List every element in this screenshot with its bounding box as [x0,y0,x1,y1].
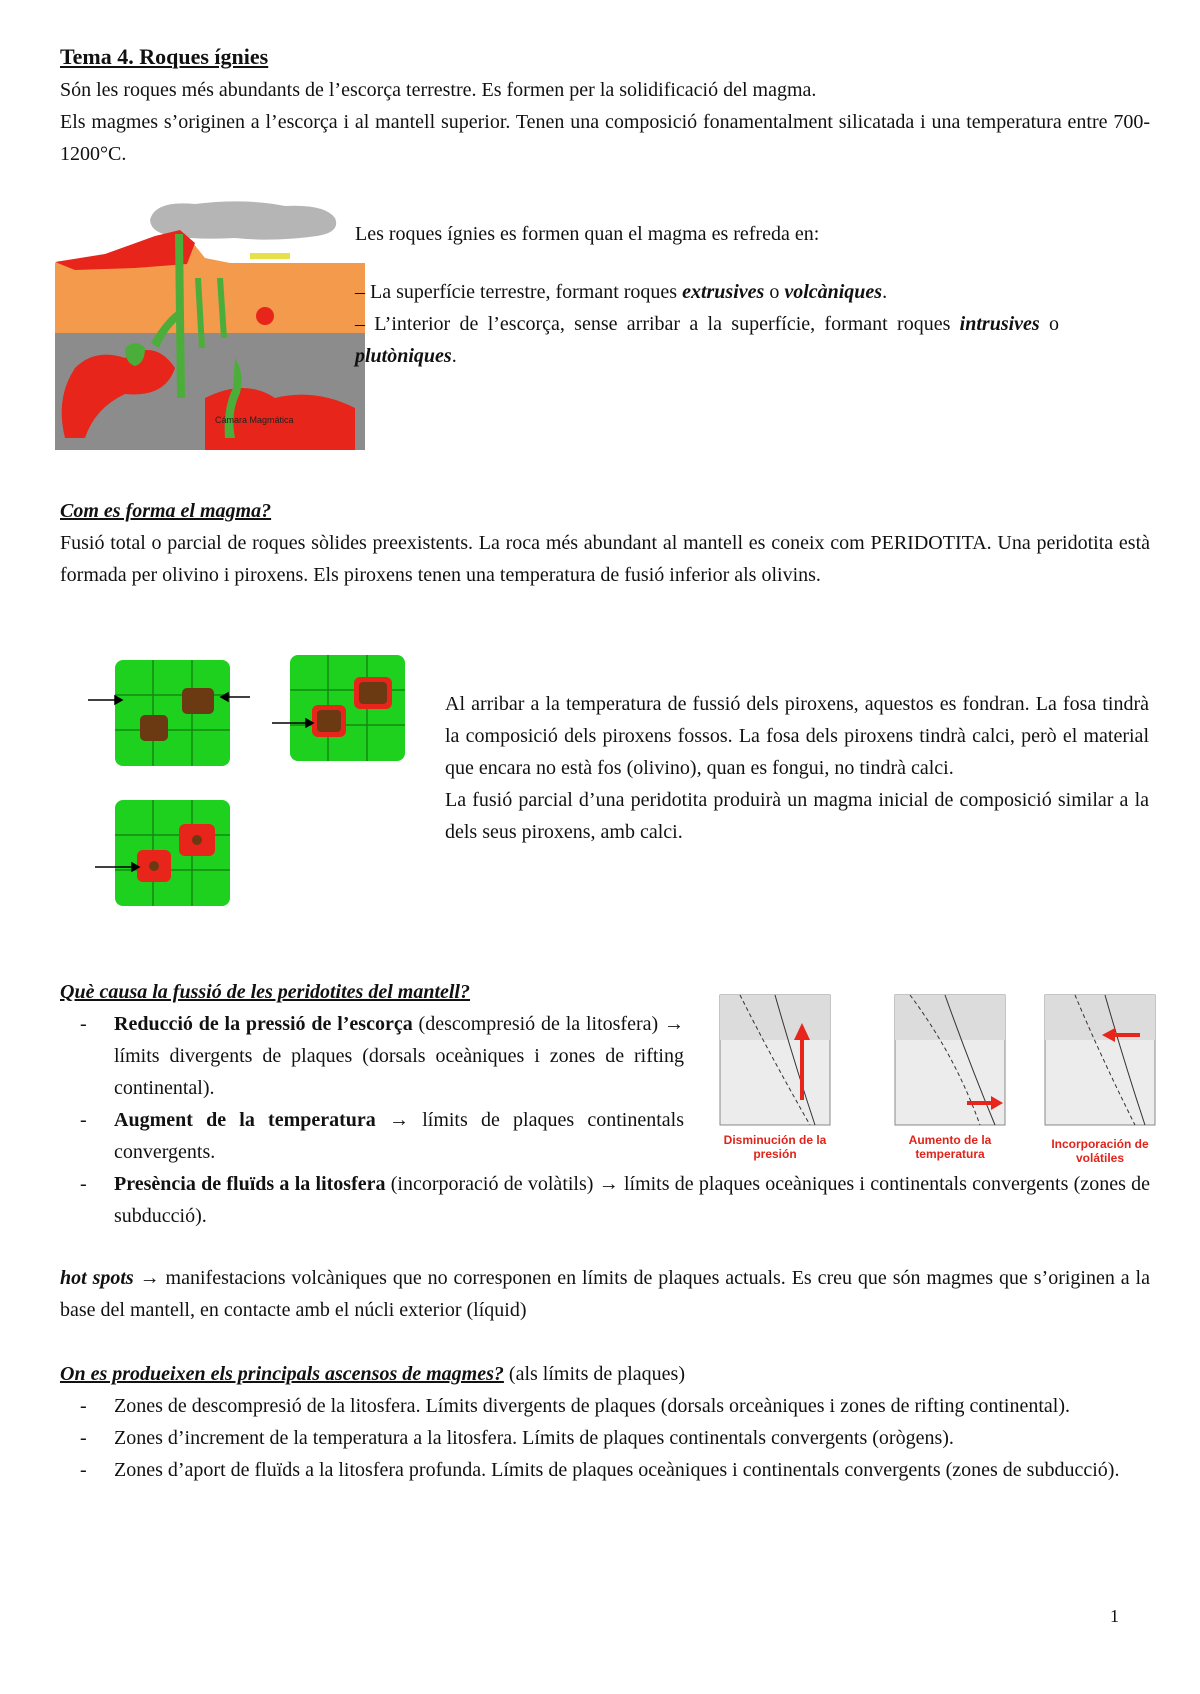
magma-text: Fusió total o parcial de roques sòlides preexistents. La roca més abundant al mantell es coneix com PERIDOTITA. Una peridotita està formada per olivino i piroxens. Els piroxens tenen una temperatura de fusió inferior als olivins. [60,532,1150,586]
ascent-item-2: - Zones d’increment de la temperatura a la litosfera. Límits de plaques continentals convergents (orògens). [80,1427,954,1449]
chamber-label: Cámara Magmática [215,415,294,425]
intro-line-1: Són les roques més abundants de l’escorça terrestre. Es formen per la solidificació del magma. [60,79,817,101]
intro-line-2: Els magmes s’originen a l’escorça i al mantell superior. Tenen una composició fonamentalment silicatada i una temperatura entre 700-1200°C. [60,111,1150,165]
caption-volatiles: Incorporación de volátiles [1051,1137,1149,1165]
peridotite-melting-diagrams [60,655,420,915]
ascent-item-1: - Zones de descompresió de la litosfera. Límits divergents de plaques (dorsals orceàniques i zones de rifting continental). [80,1395,1071,1417]
cause-item-3: - Presència de fluïds a la litosfera (incorporació de volàtils) → límits de plaques oceàniques i continentals convergents (zones de subducció). [80,1173,1151,1227]
cause-item-1: - Reducció de la pressió de l’escorça (descompresió de la litosfera) → límits divergents de plaques (dorsals oceàniques i zones de rifting continental). [80,1013,684,1099]
caption-pressure: Disminución de la presión [723,1133,827,1161]
ascent-item-3: - Zones d’aport de fluïds a la litosfera profunda. Límits de plaques oceàniques i continentals convergents (zones de subducció). [80,1459,1120,1481]
volcano-diagram [55,198,365,450]
page-title: Tema 4. Roques ígnies [60,44,269,69]
hotspots-text: hot spots → manifestacions volcàniques que no corresponen en límits de plaques actuals. Es creu que són magmes que s’originen a la base del mantell, en contacte amb el núcli exterior (líquid) [60,1267,1150,1321]
causes-heading: Què causa la fussió de les peridotites del mantell? [60,981,470,1003]
magma-heading: Com es forma el magma? [60,500,272,522]
melting-paragraph-1: Al arribar a la temperatura de fussió dels piroxens, aquestos es fondran. La fosa tindrà la composició dels piroxens fossos. La fosa dels piroxens tindrà calci, però el material que encara no està fos (olivino), quan es fongui, no tindrà calci. [445,693,1149,779]
formation-item-2: – L’interior de l’escorça, sense arribar a la superfície, formant roques intrusives o plutòniques. [355,313,1060,367]
caption-temperature: Aumento de la temperatura [908,1133,992,1161]
formation-item-1: – La superfície terrestre, formant roques extrusives o volcàniques. [355,281,888,303]
melting-paragraph-2: La fusió parcial d’una peridotita produirà un magma inicial de composició similar a la dels seus piroxens, amb calci. [445,789,1149,843]
melting-causes-figures [700,985,1170,1167]
page-number: 1 [1110,1606,1119,1626]
cause-item-2: - Augment de la temperatura → límits de plaques continentals convergents. [80,1109,684,1163]
ascent-heading-line: On es produeixen els principals ascensos de magmes? (als límits de plaques) [60,1363,685,1385]
formation-lead: Les roques ígnies es formen quan el magma es refreda en: [355,223,820,245]
